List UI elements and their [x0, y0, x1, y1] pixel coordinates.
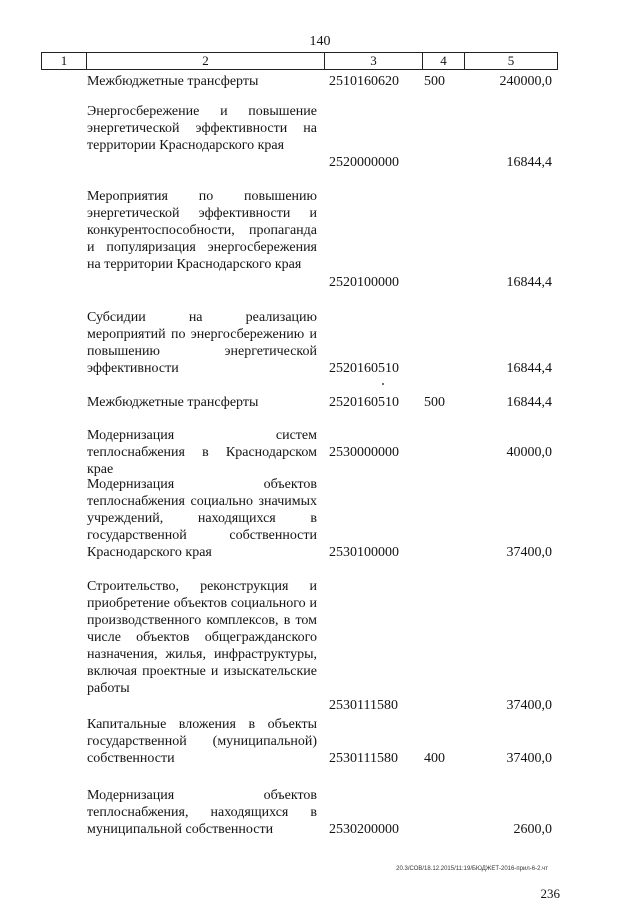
- row-amount: 16844,4: [506, 155, 552, 170]
- row-code: 2510160620: [329, 74, 399, 89]
- row-code: 2520100000: [329, 275, 399, 290]
- document-footer: 20.3/СОВ/18.12.2015/11:19/БЮДЖЕТ-2016-прил-6-2.чт: [396, 866, 548, 872]
- row-name: Модернизация объектов теплоснабжения, находящихся в муниципальной собственности: [87, 788, 317, 837]
- row-amount: 40000,0: [506, 445, 552, 460]
- column-header-1: 1: [60, 53, 68, 68]
- row-amount: 16844,4: [506, 275, 552, 290]
- column-header-3: 3: [324, 53, 422, 69]
- row-name: Строительство, реконструкция и приобретение объектов социального и производственного комплексов, в том числе объектов общегражданского назначения, жилья, инфраструктуры, включая проектные и изыскательские работы: [87, 579, 317, 696]
- row-code: 2520160510: [329, 361, 399, 376]
- row-amount: 37400,0: [506, 698, 552, 713]
- row-code: 2520000000: [329, 155, 399, 170]
- row-code: 2530200000: [329, 822, 399, 837]
- row-amount: 37400,0: [506, 751, 552, 766]
- column-header-5: 5: [464, 53, 557, 69]
- row-name: Субсидии на реализацию мероприятий по энергосбережению и повышению энергетической эффективности: [87, 310, 317, 376]
- row-amount: 16844,4: [506, 361, 552, 376]
- row-name: Энергосбережение и повышение энергетической эффективности на территории Краснодарского края: [87, 104, 317, 153]
- row-name: Мероприятия по повышению энергетической эффективности и конкурентоспособности, пропаганда и популяризация энергосбережения на территории Краснодарского края: [87, 189, 317, 272]
- row-name: Модернизация систем теплоснабжения в Краснодарском крае: [87, 428, 317, 477]
- row-vr: 500: [424, 395, 445, 410]
- row-vr: 500: [424, 74, 445, 89]
- row-code: 2530000000: [329, 445, 399, 460]
- row-code: 2520160510: [329, 395, 399, 410]
- row-amount: 2600,0: [513, 822, 552, 837]
- row-code: 2530100000: [329, 545, 399, 560]
- page-number: 140: [309, 34, 331, 49]
- row-code: 2530111580: [329, 751, 398, 766]
- scan-speck: [382, 383, 384, 385]
- row-amount: 16844,4: [506, 395, 552, 410]
- row-amount: 37400,0: [506, 545, 552, 560]
- row-amount: 240000,0: [499, 74, 552, 89]
- row-vr: 400: [424, 751, 445, 766]
- row-name: Капитальные вложения в объекты государственной (муниципальной) собственности: [87, 717, 317, 766]
- row-code: 2530111580: [329, 698, 398, 713]
- column-header-2: 2: [86, 53, 324, 69]
- row-name: Межбюджетные трансферты: [87, 395, 259, 410]
- table-header: [41, 52, 558, 70]
- row-name: Модернизация объектов теплоснабжения социально значимых учреждений, находящихся в государственной собственности Краснодарского края: [87, 477, 317, 560]
- column-header-4: 4: [422, 53, 464, 69]
- sheet-number: 236: [540, 886, 560, 901]
- row-name: Межбюджетные трансферты: [87, 74, 259, 89]
